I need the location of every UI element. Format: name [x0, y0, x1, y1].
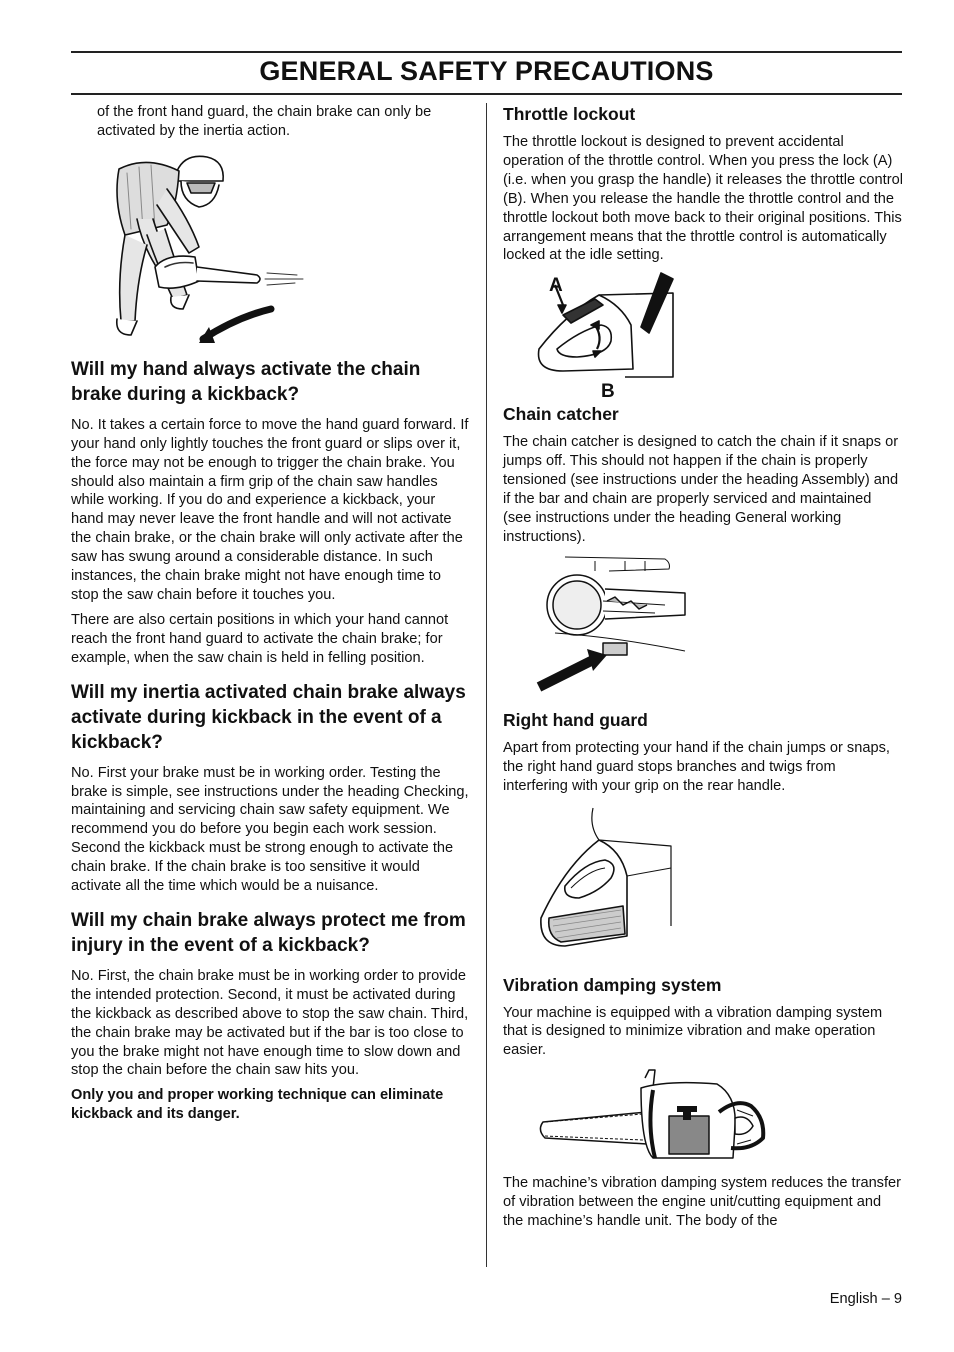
heading-vibration-damping: Vibration damping system [503, 974, 722, 995]
heading-inertia-activate: Will my inertia activated chain brake always activate during kickback in the event of a kickback? [71, 681, 466, 753]
label-b: B [601, 381, 615, 403]
title-rule [71, 93, 902, 95]
right-hand-guard-p1: Apart from protecting your hand if the chain jumps or snaps, the right hand guard stops branches and twigs from interfering with your grip on the rear handle. [503, 739, 890, 794]
intro-text: of the front hand guard, the chain brake can only be activated by the inertia action. [97, 104, 432, 139]
hand-activate-p1: No. It takes a certain force to move the hand guard forward. If your hand only lightly touches the front guard or slips over it, the force may not be enough to trigger the chain brake. You should also maintain a firm grip of the chain saw handles while working. If you do and experience a kickback, your hand may never leave the front handle and will not activate the chain brake, or the chain brake will only activate after the saw has swung around a considerable distance. In such instances, the chain brake might not have enough time to stop the saw chain before it touches you. [71, 416, 469, 603]
vibration-damping-p1: Your machine is equipped with a vibration damping system that is designed to minimize vibration and make operation easier. [503, 1004, 883, 1059]
page-footer: English – 9 [829, 1291, 902, 1307]
heading-chain-catcher: Chain catcher [503, 404, 619, 425]
heading-protect-injury: Will my chain brake always protect me from injury in the event of a kickback? [71, 909, 466, 956]
heading-right-hand-guard: Right hand guard [503, 709, 648, 730]
throttle-lockout-figure [533, 271, 713, 401]
heading-throttle-lockout: Throttle lockout [503, 104, 636, 124]
heading-hand-activate: Will my hand always activate the chain brake during a kickback? [71, 358, 421, 405]
hand-activate-p2: There are also certain positions in which your hand cannot reach the front hand guard to activate the chain brake; for example, when the saw chain is held in felling position. [71, 611, 449, 666]
kickback-operator-illustration [107, 149, 347, 349]
column-divider [486, 103, 487, 1267]
left-column [71, 103, 469, 1130]
chain-catcher-illustration [535, 555, 695, 695]
inertia-activate-p1: No. First your brake must be in working order. Testing the brake is simple, see instructions under the heading Checking, maintaining and servicing chain saw safety equipment. We recommend you do before you begin each work session. Second the kickback must be strong enough to activate the chain brake. If the chain brake is too sensitive it would activate all the time which would be a nuisance. [71, 764, 469, 895]
right-column [503, 103, 903, 1237]
kickback-danger-note: Only you and proper working technique can eliminate kickback and its danger. [71, 1087, 444, 1123]
vibration-damping-illustration [537, 1066, 777, 1166]
label-a: A [549, 275, 563, 297]
top-rule [71, 51, 902, 53]
chain-catcher-p1: The chain catcher is designed to catch the chain if it snaps or jumps off. This should not happen if the chain is properly tensioned (see instructions under the heading Assembly) and if the bar and chain are properly serviced and maintained (see instructions under the heading General working instructions). [503, 434, 899, 545]
throttle-handle-illustration [533, 271, 713, 391]
page-title: GENERAL SAFETY PRECAUTIONS [259, 56, 714, 86]
vibration-damping-p2: The machine’s vibration damping system reduces the transfer of vibration between the engine unit/cutting equipment and the machine’s handle unit. The body of the [503, 1175, 902, 1230]
right-hand-guard-illustration [535, 806, 685, 956]
protect-injury-p1: No. First, the chain brake must be in working order to provide the intended protection. Second, it must be activated during the kickback as described above to stop the saw chain. Third, the chain brake may be activated but if the bar is too close to you the brake might not have enough time to slow down and stop the chain before the chain saw hits you. [71, 967, 469, 1079]
throttle-lockout-p1: The throttle lockout is designed to prevent accidental operation of the throttle control. When you press the lock (A) (i.e. when you grasp the handle) it releases the throttle control (B). When you release the handle the throttle control and the throttle lockout both move back to their original positions. This arrangement means that the throttle control is automatically locked at the idle setting. [503, 134, 903, 264]
